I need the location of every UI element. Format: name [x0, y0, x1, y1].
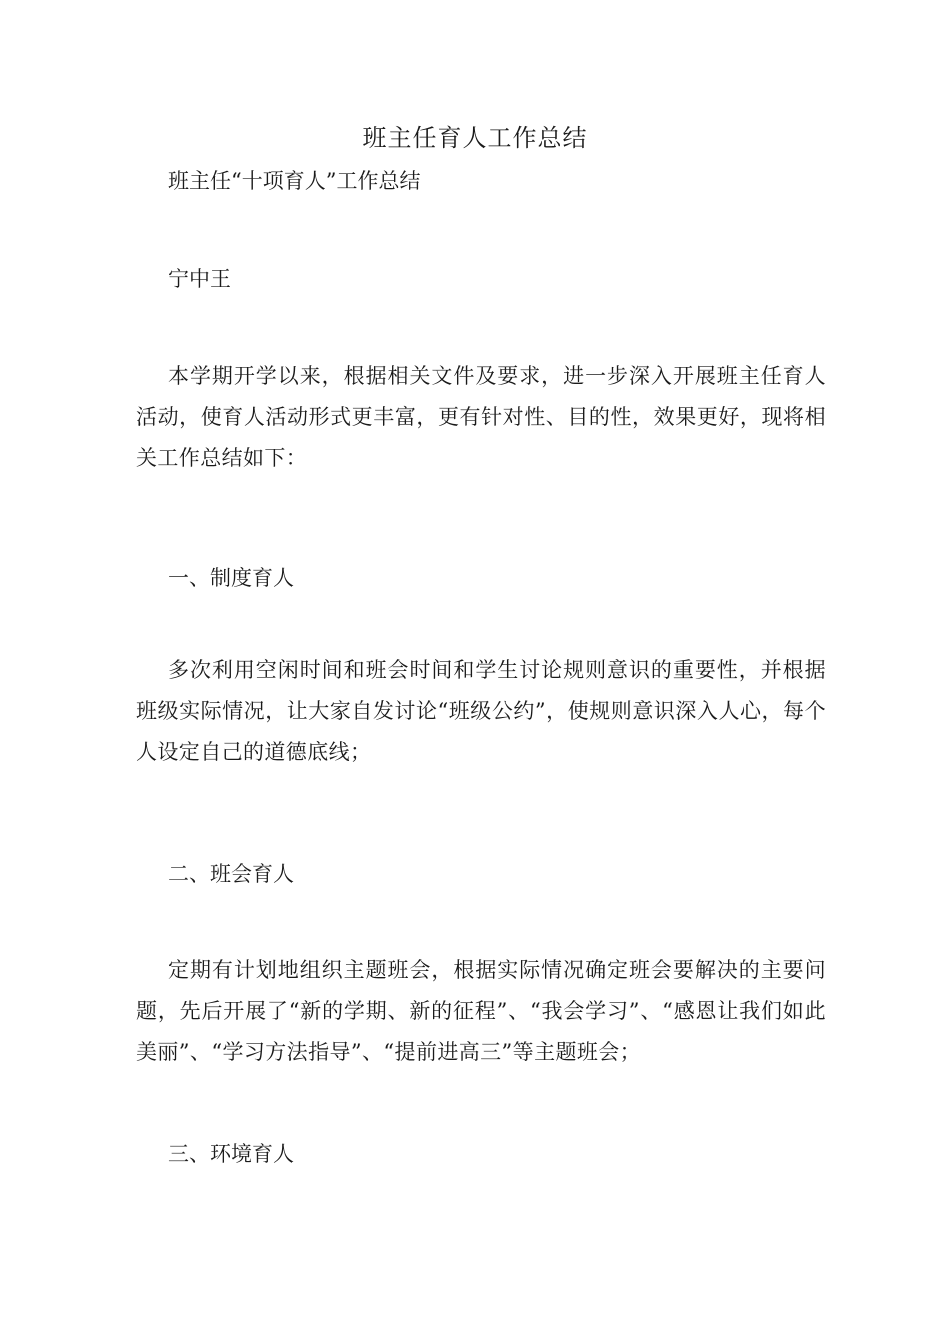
intro-paragraph: 本学期开学以来，根据相关文件及要求，进一步深入开展班主任育人活动，使育人活动形式更丰富，更有针对性、目的性，效果更好，现将相关工作总结如下： — [136, 364, 826, 470]
section-body-1: 多次利用空闲时间和班会时间和学生讨论规则意识的重要性，并根据班级实际情况，让大家自发讨论“班级公约”，使规则意识深入人心，每个人设定自己的道德底线； — [136, 658, 826, 764]
section-heading-1: 一、制度育人 — [168, 566, 294, 590]
author-line: 宁中王 — [168, 267, 231, 291]
section-heading-2: 二、班会育人 — [168, 862, 294, 886]
section-heading-3: 三、环境育人 — [168, 1142, 294, 1166]
document-subtitle: 班主任“十项育人”工作总结 — [168, 169, 421, 193]
document-title: 班主任育人工作总结 — [362, 124, 588, 152]
section-body-2: 定期有计划地组织主题班会，根据实际情况确定班会要解决的主要问题，先后开展了“新的学期、新的征程”、“我会学习”、“感恩让我们如此美丽”、“学习方法指导”、“提前进高三”等主题班会； — [136, 958, 826, 1064]
